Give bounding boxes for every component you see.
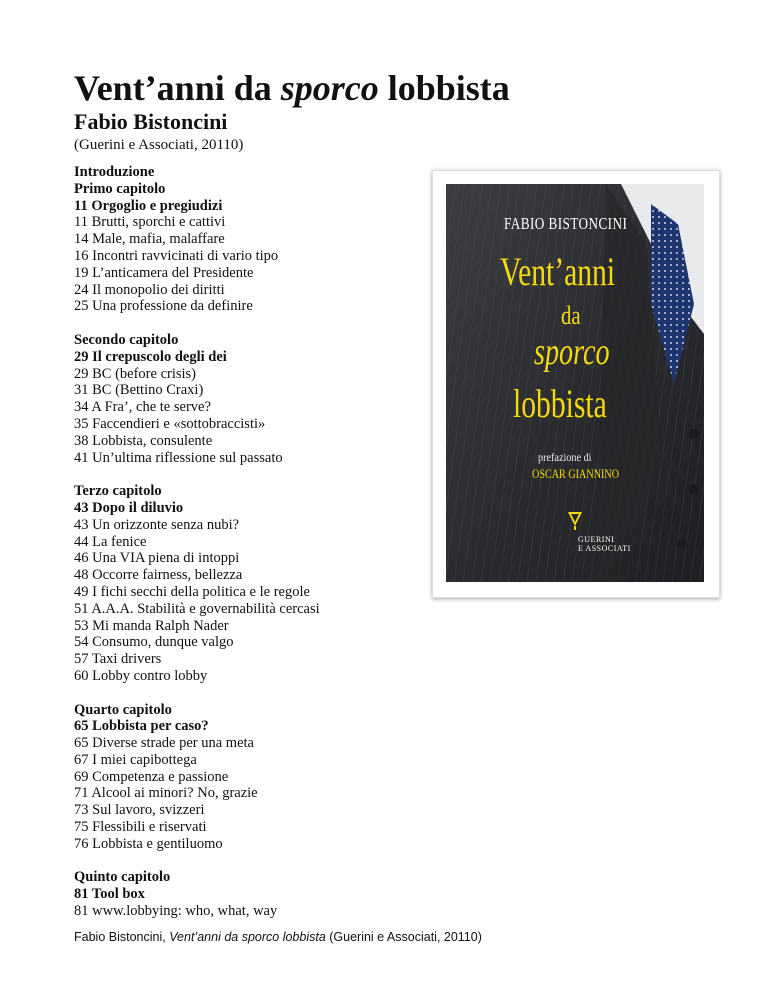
suit-button <box>689 484 699 494</box>
toc-heading: 43 Dopo il diluvio <box>74 499 184 516</box>
title-part: lobbista <box>378 68 510 108</box>
toc-heading: 81 Tool box <box>74 886 145 903</box>
toc-entry: 69 Competenza e passione <box>74 768 229 785</box>
toc-heading: Quarto capitolo <box>74 701 172 718</box>
page-title <box>74 66 510 110</box>
toc-chapter <box>74 332 434 466</box>
toc-chapter <box>74 483 434 685</box>
cover-preface-author: OSCAR GIANNINO <box>532 466 620 481</box>
toc-entry: 71 Alcool ai minori? No, grazie <box>74 785 258 802</box>
toc-chapter <box>74 869 434 919</box>
toc-entry: 35 Faccendieri e «sottobraccisti» <box>74 415 266 432</box>
toc-entry: 38 Lobbista, consulente <box>74 432 213 449</box>
toc-entry: 41 Un’ultima riflessione sul passato <box>74 449 283 466</box>
toc-entry: 67 I miei capibottega <box>74 751 197 768</box>
toc-heading: Quinto capitolo <box>74 869 171 886</box>
cover-title-line: Vent’anni <box>500 249 616 294</box>
cover-preface-label: prefazione di <box>538 450 592 464</box>
toc-chapter <box>74 164 434 315</box>
toc-heading: Introduzione <box>74 164 155 180</box>
title-part: Vent’anni da <box>74 68 281 108</box>
toc-entry: 60 Lobby contro lobby <box>74 667 208 684</box>
toc-entry: 31 BC (Bettino Craxi) <box>74 382 204 399</box>
title-emphasis: sporco <box>280 68 379 108</box>
toc-entry: 49 I fichi secchi della politica e le regole <box>74 583 310 600</box>
footer-author: Fabio Bistoncini, <box>74 930 170 944</box>
cover-publisher: GUERINI <box>578 535 615 544</box>
toc-entry: 24 Il monopolio dei diritti <box>74 281 225 298</box>
toc-heading: 65 Lobbista per caso? <box>74 718 209 735</box>
toc-entry: 29 BC (before crisis) <box>74 365 197 382</box>
cover-title-line: sporco <box>534 331 610 373</box>
footer-publisher: (Guerini e Associati, 20110) <box>325 930 482 944</box>
toc-chapter <box>74 702 434 853</box>
toc-entry: 76 Lobbista e gentiluomo <box>74 835 223 852</box>
table-of-contents <box>74 164 434 937</box>
toc-entry: 16 Incontri ravvicinati di vario tipo <box>74 247 279 264</box>
toc-entry: 65 Diverse strade per una meta <box>74 735 254 752</box>
toc-entry: 48 Occorre fairness, bellezza <box>74 567 243 584</box>
toc-entry: 57 Taxi drivers <box>74 651 162 668</box>
cover-title-line: da <box>561 301 581 330</box>
toc-heading: 29 Il crepuscolo degli dei <box>74 348 227 365</box>
cover-author: FABIO BISTONCINI <box>504 214 628 233</box>
toc-entry: 51 A.A.A. Stabilità e governabilità cercasi <box>74 600 320 617</box>
suit-button <box>677 539 687 549</box>
toc-entry: 25 Una professione da definire <box>74 298 253 315</box>
toc-heading: 11 Orgoglio e pregiudizi <box>74 197 223 214</box>
author-name: Fabio Bistoncini <box>74 109 228 134</box>
cover-title-line: lobbista <box>513 381 607 426</box>
toc-entry: 44 La fenice <box>74 533 147 550</box>
publisher-logo-icon <box>568 512 582 530</box>
toc-entry: 34 A Fra’, che te serve? <box>74 399 211 416</box>
suit-button <box>689 429 699 439</box>
toc-entry: 43 Un orizzonte senza nubi? <box>74 516 240 533</box>
book-cover <box>446 184 704 582</box>
publisher-line: (Guerini e Associati, 20110) <box>74 137 244 153</box>
toc-heading: Secondo capitolo <box>74 331 179 348</box>
cover-publisher: E ASSOCIATI <box>578 544 631 553</box>
toc-entry: 46 Una VIA piena di intoppi <box>74 550 240 567</box>
toc-entry: 11 Brutti, sporchi e cattivi <box>74 214 226 231</box>
toc-entry: 81 www.lobbying: who, what, way <box>74 903 278 920</box>
footer-citation <box>74 929 482 945</box>
footer-title: Vent’anni da sporco lobbista <box>169 930 326 944</box>
toc-entry: 19 L’anticamera del Presidente <box>74 264 254 281</box>
toc-entry: 54 Consumo, dunque valgo <box>74 634 234 651</box>
toc-heading: Primo capitolo <box>74 180 166 197</box>
toc-heading: Terzo capitolo <box>74 483 162 500</box>
toc-entry: 75 Flessibili e riservati <box>74 819 207 836</box>
toc-entry: 14 Male, mafia, malaffare <box>74 231 225 248</box>
toc-entry: 73 Sul lavoro, svizzeri <box>74 802 205 819</box>
toc-entry: 53 Mi manda Ralph Nader <box>74 617 229 634</box>
